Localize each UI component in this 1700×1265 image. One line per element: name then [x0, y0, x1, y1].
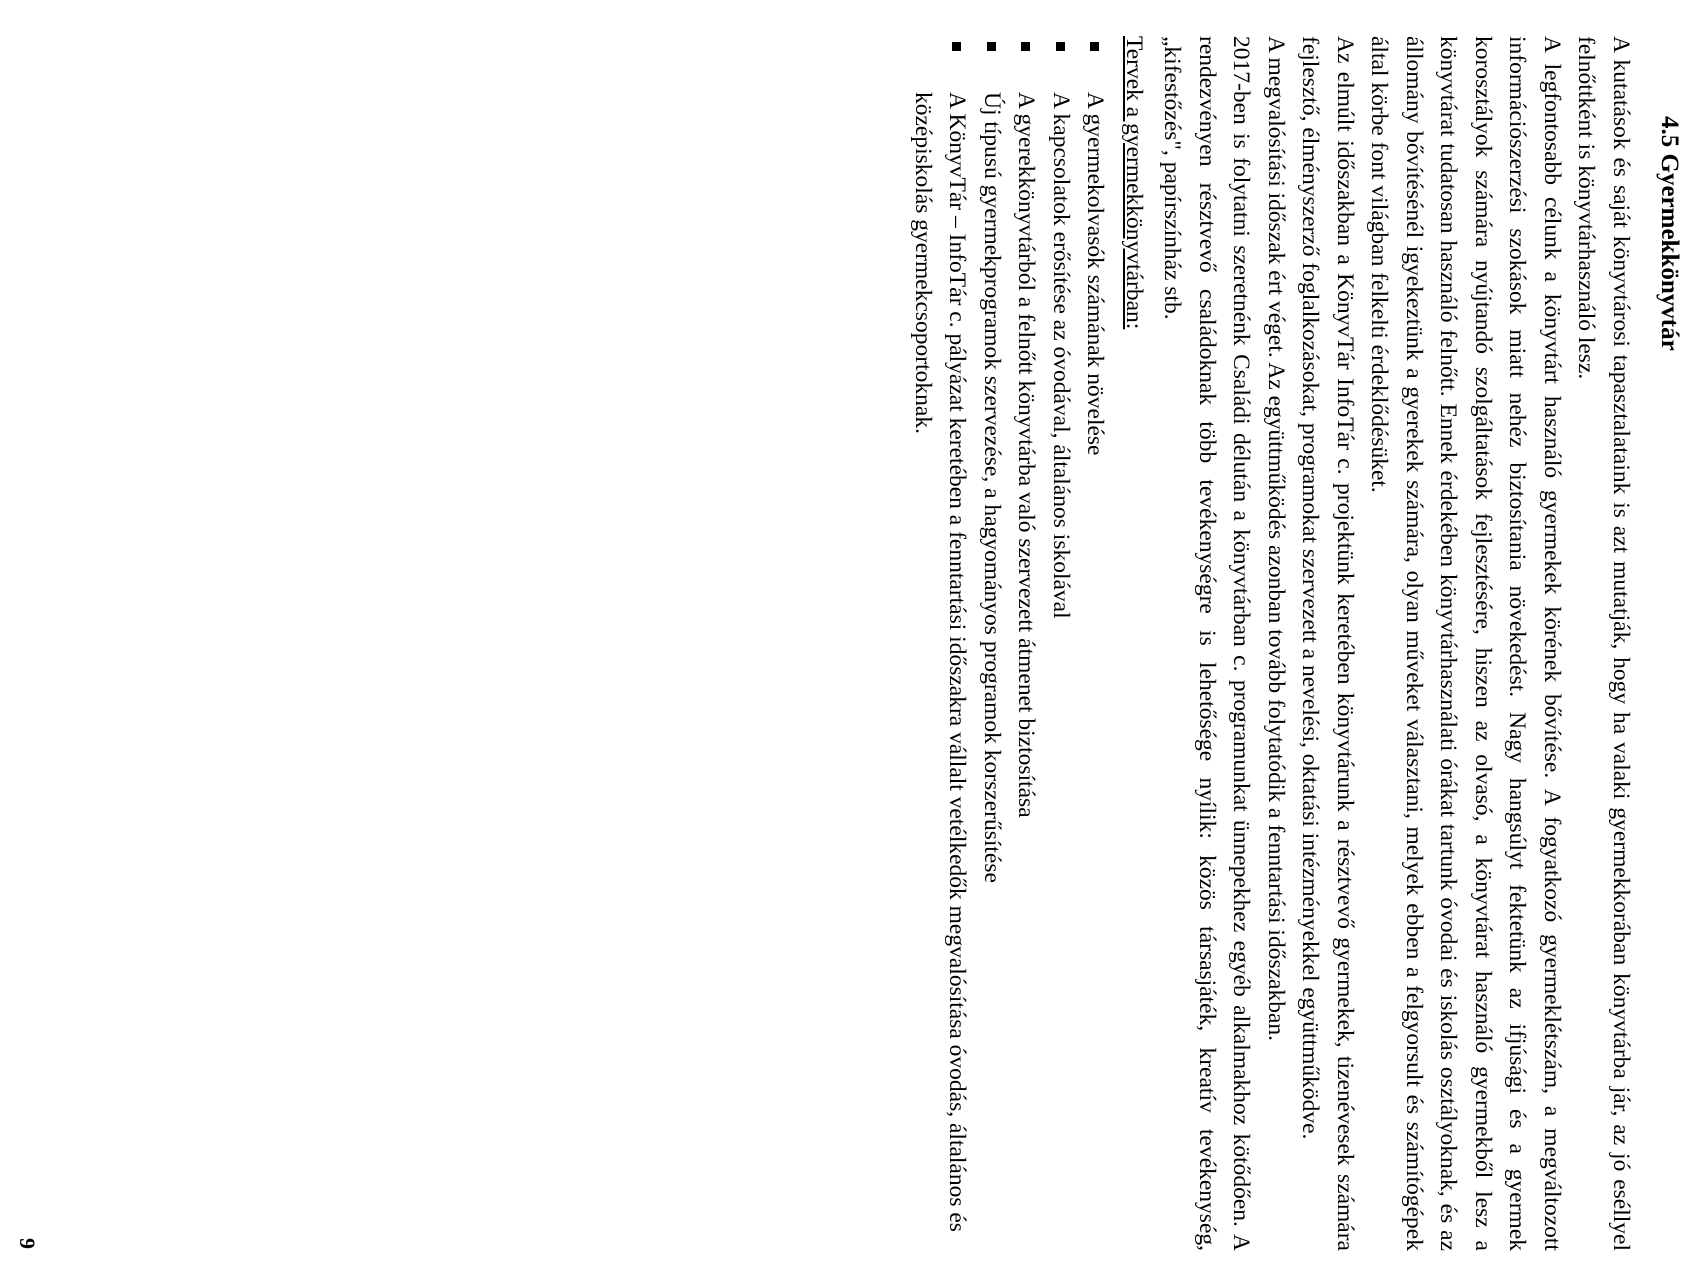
list-item	[975, 36, 1010, 1251]
paragraph-3: Az elmúlt időszakban a KönyvTár InfoTár c. projektünk keretében könyvtárunk a résztvevő gyermekek, tizenévesek számára fejlesztő, élményszerző foglalkozásokat, programokat szervezett a nevelési, oktatási intézményekkel együttműködve.	[1297, 36, 1358, 1251]
square-bullet-icon	[987, 42, 996, 51]
paragraph-1: A kutatások és saját könyvtárosi tapasztalataink is azt mutatják, hogy ha valaki gyermekkorában könyvtárba jár, az jó eséllyel felnőttként is könyvtárhasználó lesz.	[1573, 36, 1634, 1251]
square-bullet-icon	[1056, 42, 1065, 51]
paragraph-5: 2017-ben is folytatni szeretnénk Családi délután a könyvtárban c. programunkat ünnepekhez egyéb alkalmakhoz kötődően. A rendezvényen résztvevő családoknak több tevékenységre is lehetősége nyílik: közös társasjáték, kreatív tevékenység, „kifestőzés", papírszínház stb.	[1159, 36, 1255, 1251]
list-item	[1044, 36, 1079, 1251]
square-bullet-icon	[1091, 42, 1100, 51]
plans-label: Tervek a gyermekkönyvtárban:	[1121, 36, 1147, 330]
list-item-text: A gyerekkönyvtárból a felnőtt könyvtárba való szervezett átmenet biztosítása	[1013, 92, 1040, 818]
page-number: 9	[15, 1238, 40, 1249]
list-item	[906, 36, 975, 1251]
plans-list	[906, 36, 1113, 1251]
paragraph-2: A legfontosabb célunk a könyvtárt használó gyermekek körének bővítése. A fogyatkozó gyermeklétszám, a megváltozott információszerzési szokások miatt nehéz biztosítania növekedést. Nagy hangsúlyt fektetünk az ifjúsági és a gyermek korosztályok számára nyújtandó szolgáltatások fejlesztésére, hiszen az olvasó, a könyvtárat használó gyermekből lesz a könyvtárat tudatosan használó felnőtt. Ennek érdekében könyvtárhasználati órákat tartunk óvodai és iskolás osztályoknak, és az állomány bővítésénél igyekeztünk a gyerekek számára, olyan műveket választani, melyek ebben a felgyorsult és számítógépek által körbe font világban felkelti érdeklődésüket.	[1366, 36, 1565, 1251]
square-bullet-icon	[953, 42, 962, 51]
section-heading: 4.5 Gyermekkönyvtár	[1656, 116, 1683, 351]
square-bullet-icon	[1022, 42, 1031, 51]
list-item-text: A gyermekolvasók számának növelése	[1082, 92, 1109, 456]
paragraph-4: A megvalósítási időszak ért véget. Az együttműködés azonban tovább folytatódik a fenntartási időszakban.	[1263, 36, 1289, 1042]
list-item	[1009, 36, 1044, 1251]
list-item	[1078, 36, 1113, 1251]
document-body	[906, 36, 1687, 1251]
list-item-text: A KönyvTár – InfoTár c. pályázat keretében a fenntartási időszakra vállalt vetélkedők megvalósítása óvodás, általános és középiskolás gyermekcsoportoknak.	[910, 92, 971, 1232]
list-item-text: Új típusú gyermekprogramok szervezése, a hagyományos programok korszerűsítése	[979, 92, 1005, 883]
list-item-text: A kapcsolatok erősítése az óvodával, általános iskolával	[1048, 92, 1074, 619]
